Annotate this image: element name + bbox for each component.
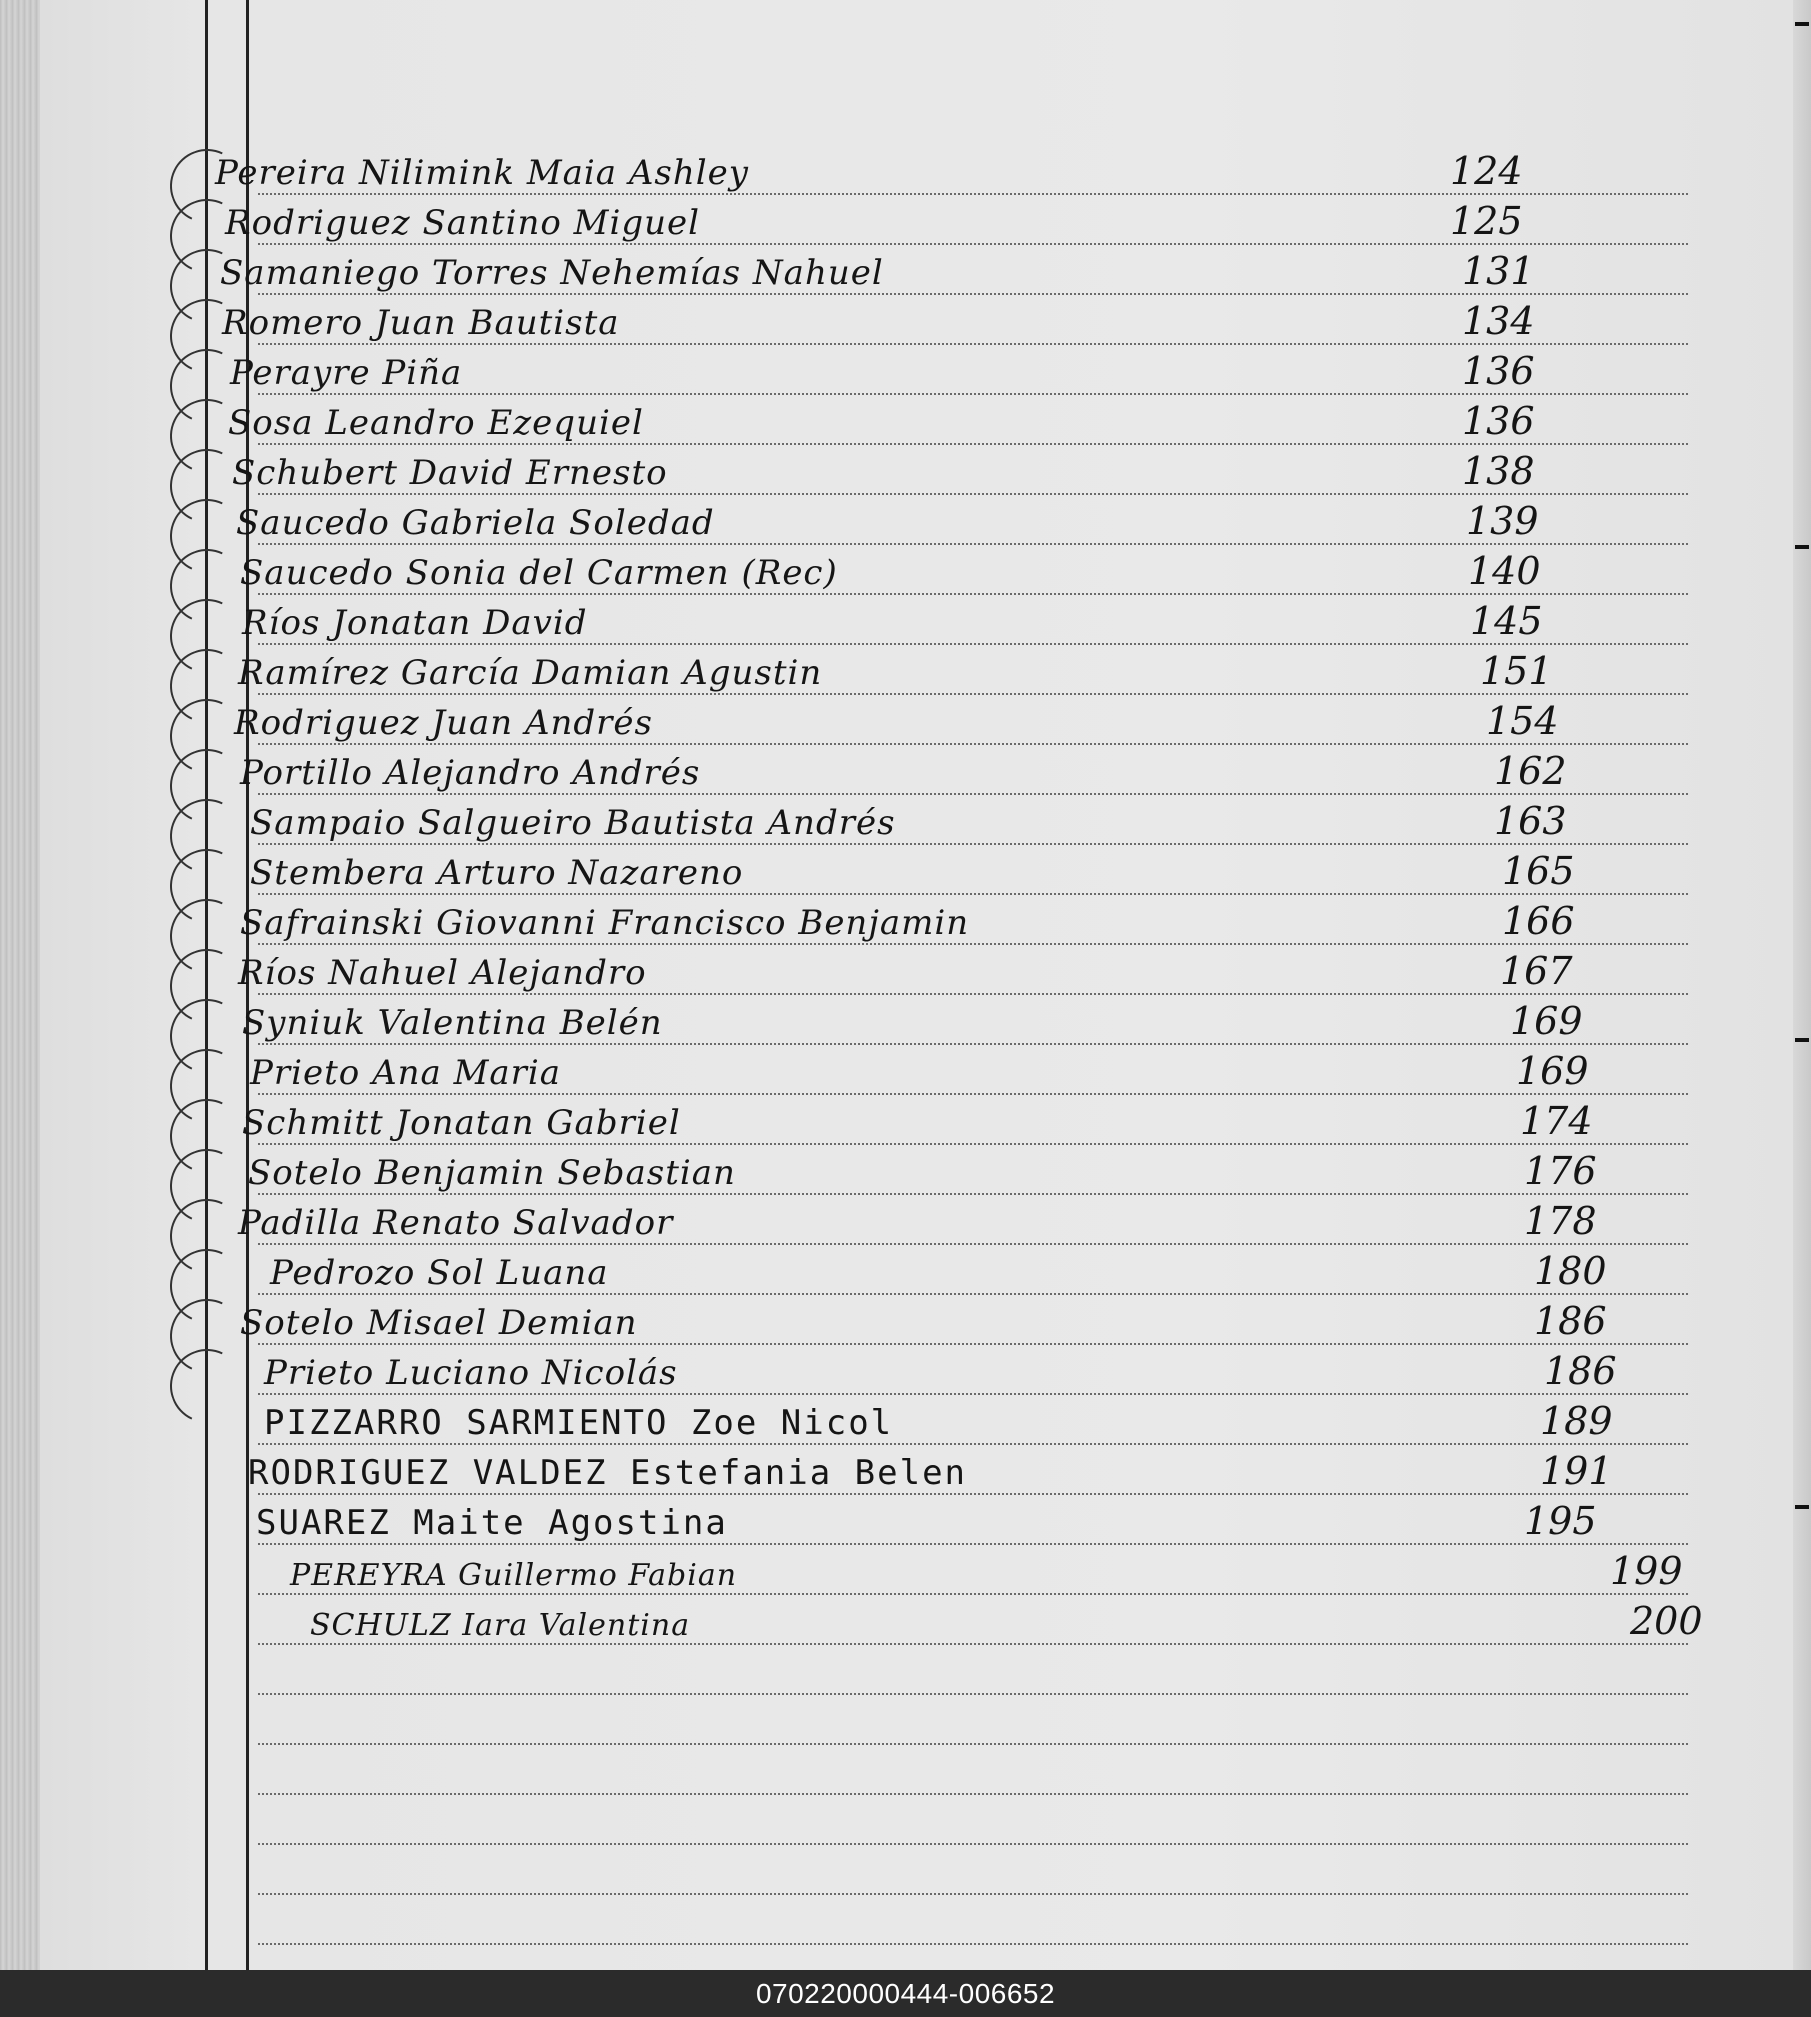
entry-name: Sampaio Salgueiro Bautista Andrés xyxy=(250,803,896,843)
entry-row xyxy=(0,245,1811,295)
entry-name: Rodriguez Juan Andrés xyxy=(234,703,654,743)
entry-row xyxy=(0,795,1811,845)
footer-bar xyxy=(0,1970,1811,2017)
entry-number: 186 xyxy=(1534,1299,1607,1343)
entry-name: Sotelo Benjamin Sebastian xyxy=(248,1153,736,1193)
entry-name: PIZZARRO SARMIENTO Zoe Nicol xyxy=(264,1403,894,1443)
entry-row xyxy=(0,545,1811,595)
entry-name: Safrainski Giovanni Francisco Benjamin xyxy=(240,903,970,943)
document-code: 070220000444-006652 xyxy=(755,1977,1056,2009)
entry-row xyxy=(0,295,1811,345)
entry-row xyxy=(0,1495,1811,1545)
entry-number: 191 xyxy=(1540,1449,1613,1493)
entry-number: 169 xyxy=(1510,999,1583,1043)
entry-row xyxy=(0,1195,1811,1245)
entry-number: 199 xyxy=(1610,1549,1683,1593)
entry-row xyxy=(0,1045,1811,1095)
ruled-line xyxy=(258,1843,1688,1845)
entry-name: Pedrozo Sol Luana xyxy=(270,1253,609,1293)
ruled-line xyxy=(258,1793,1688,1795)
ruled-line xyxy=(258,1743,1688,1745)
entry-name: Rodriguez Santino Miguel xyxy=(225,203,700,243)
entry-row xyxy=(0,1395,1811,1445)
entry-row xyxy=(0,1145,1811,1195)
entry-name: Stembera Arturo Nazareno xyxy=(250,853,744,893)
entry-row xyxy=(0,1595,1811,1645)
entry-row xyxy=(0,895,1811,945)
entry-row xyxy=(0,995,1811,1045)
entry-row xyxy=(0,745,1811,795)
entry-number: 125 xyxy=(1450,199,1523,243)
entry-row xyxy=(0,845,1811,895)
entry-number: 138 xyxy=(1462,449,1535,493)
entry-row xyxy=(0,1445,1811,1495)
entry-number: 145 xyxy=(1470,599,1543,643)
entry-number: 163 xyxy=(1494,799,1567,843)
entry-number: 174 xyxy=(1520,1099,1593,1143)
entry-number: 131 xyxy=(1462,249,1535,293)
entry-number: 165 xyxy=(1502,849,1575,893)
entry-name: SCHULZ Iara Valentina xyxy=(310,1608,691,1643)
entry-number: 189 xyxy=(1540,1399,1613,1443)
entry-row xyxy=(0,495,1811,545)
entry-name: Pereira Nilimink Maia Ashley xyxy=(215,153,749,193)
entry-number: 178 xyxy=(1524,1199,1597,1243)
entry-name: Ramírez García Damian Agustin xyxy=(238,653,823,693)
entry-name: Ríos Nahuel Alejandro xyxy=(238,953,647,993)
entry-name: Sotelo Misael Demian xyxy=(240,1303,638,1343)
entry-row xyxy=(0,345,1811,395)
binder-tick xyxy=(1795,22,1809,26)
entry-number: 167 xyxy=(1500,949,1573,993)
entry-number: 169 xyxy=(1516,1049,1589,1093)
entry-name: Padilla Renato Salvador xyxy=(238,1203,674,1243)
entry-name: Sosa Leandro Ezequiel xyxy=(228,403,644,443)
entry-row xyxy=(0,695,1811,745)
entry-name: Schmitt Jonatan Gabriel xyxy=(242,1103,681,1143)
entry-name: Romero Juan Bautista xyxy=(222,303,620,343)
entry-name: Saucedo Sonia del Carmen (Rec) xyxy=(240,553,838,593)
ruled-line xyxy=(258,1693,1688,1695)
entry-row xyxy=(0,145,1811,195)
entry-name: Samaniego Torres Nehemías Nahuel xyxy=(220,253,884,293)
entry-row xyxy=(0,1345,1811,1395)
entry-number: 195 xyxy=(1524,1499,1597,1543)
ruled-line xyxy=(258,1943,1688,1945)
entry-number: 186 xyxy=(1544,1349,1617,1393)
entry-number: 140 xyxy=(1468,549,1541,593)
entry-number: 139 xyxy=(1466,499,1539,543)
entry-number: 154 xyxy=(1486,699,1559,743)
entry-row xyxy=(0,1095,1811,1145)
entry-name: Syniuk Valentina Belén xyxy=(242,1003,663,1043)
entry-name: Perayre Piña xyxy=(230,353,463,393)
entry-number: 200 xyxy=(1630,1599,1703,1643)
entry-name: RODRIGUEZ VALDEZ Estefania Belen xyxy=(248,1453,968,1493)
entry-number: 176 xyxy=(1524,1149,1597,1193)
entry-name: Prieto Ana Maria xyxy=(250,1053,562,1093)
entry-number: 136 xyxy=(1462,399,1535,443)
entry-number: 134 xyxy=(1462,299,1535,343)
entry-row xyxy=(0,1245,1811,1295)
entry-row xyxy=(0,945,1811,995)
entry-number: 166 xyxy=(1502,899,1575,943)
entry-name: PEREYRA Guillermo Fabian xyxy=(290,1558,738,1593)
entry-name: Prieto Luciano Nicolás xyxy=(264,1353,678,1393)
entry-row xyxy=(0,645,1811,695)
entry-number: 180 xyxy=(1534,1249,1607,1293)
entry-number: 136 xyxy=(1462,349,1535,393)
entry-row xyxy=(0,395,1811,445)
entry-name: Saucedo Gabriela Soledad xyxy=(236,503,715,543)
entry-row xyxy=(0,1295,1811,1345)
ruled-line xyxy=(258,1893,1688,1895)
entry-row xyxy=(0,195,1811,245)
entry-number: 162 xyxy=(1494,749,1567,793)
entry-name: Ríos Jonatan David xyxy=(242,603,588,643)
entry-row xyxy=(0,1545,1811,1595)
entry-name: SUAREZ Maite Agostina xyxy=(256,1503,728,1543)
entry-row xyxy=(0,595,1811,645)
entry-number: 151 xyxy=(1480,649,1553,693)
entry-name: Schubert David Ernesto xyxy=(232,453,668,493)
entry-number: 124 xyxy=(1450,149,1523,193)
entry-name: Portillo Alejandro Andrés xyxy=(240,753,701,793)
entry-row xyxy=(0,445,1811,495)
